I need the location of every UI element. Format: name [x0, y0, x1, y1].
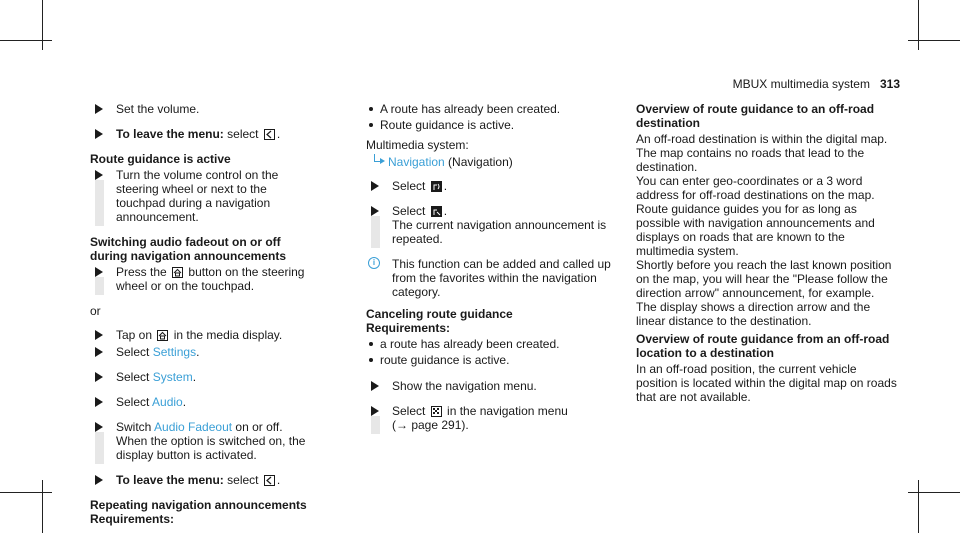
bullet-item: A route has already been created.	[366, 102, 618, 116]
step: Select .	[366, 179, 618, 193]
arrow-icon	[95, 129, 103, 139]
page-number: 313	[879, 77, 900, 91]
back-icon	[264, 475, 275, 486]
page-header	[733, 77, 900, 91]
arrow-icon	[371, 206, 379, 216]
bullet-item: a route has already been created.	[366, 337, 618, 351]
arrow-icon	[95, 422, 103, 432]
voice-announcement-icon	[431, 181, 442, 192]
column-1	[90, 102, 318, 528]
home-icon	[157, 330, 168, 341]
arrow-icon	[95, 330, 103, 340]
requirements-heading: Requirements:	[90, 512, 175, 526]
arrow-icon	[95, 170, 103, 180]
bullet-item: Route guidance is active.	[366, 118, 618, 132]
step: Select System.	[90, 370, 318, 384]
step: Show the navigation menu.	[366, 379, 618, 393]
voice-repeat-icon	[431, 206, 442, 217]
arrow-icon	[371, 181, 379, 191]
menu-link-system[interactable]: System	[152, 370, 193, 384]
arrow-icon	[95, 372, 103, 382]
multimedia-label: Multimedia system:	[366, 138, 469, 152]
step: To leave the menu: select .	[90, 127, 318, 141]
note: i This function can be added and called up from the favorites within the navigation category.	[366, 257, 618, 299]
menu-path: Navigation (Navigation)	[366, 155, 618, 169]
step-bar	[95, 432, 104, 464]
step: Tap on in the media display.	[90, 328, 318, 342]
home-icon	[172, 267, 183, 278]
paragraph: Shortly before you reach the last known position on the map, you will hear the "Please follow the direction arrow" announcement, for example. The display shows a direction arrow and the linear distance to the destination.	[636, 258, 892, 328]
section-heading: Route guidance is active	[90, 152, 231, 166]
step-bar	[95, 277, 104, 295]
step: To leave the menu: select .	[90, 473, 318, 487]
crop-mark	[918, 0, 919, 50]
or-separator: or	[90, 304, 101, 318]
menu-link-audio[interactable]: Audio	[152, 395, 183, 409]
info-icon: i	[368, 257, 380, 269]
step: Turn the volume control on the steering wheel or next to the touchpad during a navigation announcement.	[90, 168, 318, 224]
paragraph: You can enter geo-coordinates or a 3 word address for off-road destinations on the map. Route guidance guides you for as long as possible with navigation announcements and displays on roads that are known to the multimedia system.	[636, 174, 875, 258]
crop-mark	[908, 492, 960, 493]
step: Select Settings.	[90, 345, 318, 359]
header-title: MBUX multimedia system	[732, 77, 870, 91]
requirements-heading: Requirements:	[366, 321, 451, 335]
bullet-item: route guidance is active.	[366, 353, 618, 367]
step: Select Audio.	[90, 395, 318, 409]
arrow-icon	[95, 475, 103, 485]
crop-mark	[908, 40, 960, 41]
step: Press the button on the steering wheel or on the touchpad.	[90, 265, 318, 293]
step: Select . The current navigation announcement is repeated.	[366, 204, 618, 246]
step-bar	[95, 180, 104, 226]
column-2	[366, 102, 618, 443]
crop-mark	[0, 40, 52, 41]
section-heading: Repeating navigation announcements	[90, 498, 307, 512]
arrow-icon	[371, 381, 379, 391]
crop-mark	[42, 480, 43, 533]
arrow-icon	[95, 347, 103, 357]
arrow-icon	[95, 104, 103, 114]
back-icon	[264, 129, 275, 140]
section-heading: Overview of route guidance to an off-road destination	[636, 102, 875, 130]
paragraph: An off-road destination is within the digital map. The map contains no roads that lead to the destination.	[636, 132, 888, 174]
arrow-icon	[371, 406, 379, 416]
destination-flag-icon	[431, 406, 442, 417]
crop-mark	[918, 480, 919, 533]
column-3	[636, 102, 898, 407]
arrow-icon	[95, 397, 103, 407]
step-bar	[371, 416, 380, 434]
crop-mark	[42, 0, 43, 50]
menu-link-audio-fadeout[interactable]: Audio Fadeout	[154, 420, 233, 434]
paragraph: In an off-road position, the current vehicle position is located within the digital map on roads that are not available.	[636, 362, 897, 404]
section-heading: Switching audio fadeout on or off during navigation announcements	[90, 235, 287, 263]
step: Switch Audio Fadeout on or off. When the option is switched on, the display button is activated.	[90, 420, 318, 462]
step: Select in the navigation menu (→ page 291).	[366, 404, 618, 432]
arrow-icon	[95, 267, 103, 277]
menu-link-navigation[interactable]: Navigation	[388, 155, 445, 169]
menu-link-settings[interactable]: Settings	[152, 345, 197, 359]
step-bar	[371, 216, 380, 248]
section-heading: Overview of route guidance from an off-road location to a destination	[636, 332, 890, 360]
step: Set the volume.	[90, 102, 318, 116]
crop-mark	[0, 492, 52, 493]
section-heading: Canceling route guidance	[366, 307, 513, 321]
